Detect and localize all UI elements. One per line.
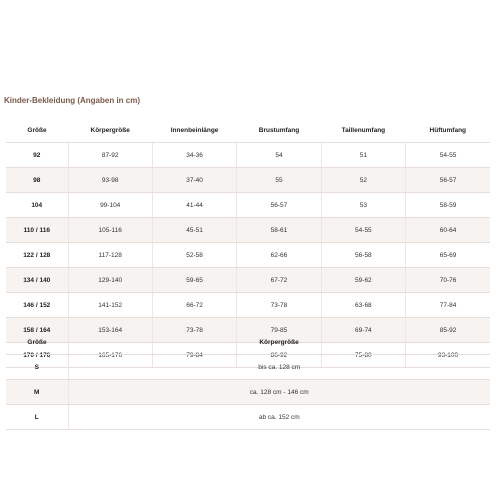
table-cell: 58-61 bbox=[237, 218, 321, 243]
table-cell: 117-128 bbox=[68, 243, 152, 268]
table-cell: 79-85 bbox=[237, 318, 321, 343]
table-row bbox=[6, 168, 490, 193]
table-cell: ab ca. 152 cm bbox=[68, 405, 490, 430]
table-cell: 53 bbox=[321, 193, 405, 218]
header-brustumfang: Brustumfang bbox=[237, 118, 321, 143]
table-cell: 99-104 bbox=[68, 193, 152, 218]
size-cell: 98 bbox=[6, 168, 68, 193]
table-row bbox=[6, 355, 490, 380]
size-cell: 170 / 176 bbox=[6, 343, 68, 368]
table-cell: 54-55 bbox=[406, 143, 490, 168]
table-cell: 77-84 bbox=[406, 293, 490, 318]
table-cell: 55 bbox=[237, 168, 321, 193]
table-cell: 93-98 bbox=[68, 168, 152, 193]
size-cell: 158 / 164 bbox=[6, 318, 68, 343]
table-header-row bbox=[6, 118, 490, 143]
size-cell: 110 / 116 bbox=[6, 218, 68, 243]
table-cell: 62-66 bbox=[237, 243, 321, 268]
table-cell: 85-92 bbox=[406, 318, 490, 343]
header-innenbeinlaenge: Innenbeinlänge bbox=[152, 118, 236, 143]
header-hueftumfang: Hüftumfang bbox=[406, 118, 490, 143]
header-groesse: Größe bbox=[6, 118, 68, 143]
table-cell: 129-140 bbox=[68, 268, 152, 293]
table-cell: 69-74 bbox=[321, 318, 405, 343]
table-cell: 93-100 bbox=[406, 343, 490, 368]
size-cell: M bbox=[6, 380, 68, 405]
table-cell: 60-64 bbox=[406, 218, 490, 243]
table-header-row bbox=[6, 330, 490, 355]
size-cell: 122 / 128 bbox=[6, 243, 68, 268]
table-cell: 70-76 bbox=[406, 268, 490, 293]
table-cell: 87-92 bbox=[68, 143, 152, 168]
table-cell: 65-69 bbox=[406, 243, 490, 268]
table-row bbox=[6, 405, 490, 430]
table-cell: 63-68 bbox=[321, 293, 405, 318]
table-cell: 66-72 bbox=[152, 293, 236, 318]
header-taillenumfang: Taillenumfang bbox=[321, 118, 405, 143]
table-cell: 54-55 bbox=[321, 218, 405, 243]
size-cell: 104 bbox=[6, 193, 68, 218]
table-row bbox=[6, 143, 490, 168]
table-row bbox=[6, 268, 490, 293]
size-cell: 134 / 140 bbox=[6, 268, 68, 293]
table-row bbox=[6, 243, 490, 268]
table-cell: 34-36 bbox=[152, 143, 236, 168]
table-cell: 153-164 bbox=[68, 318, 152, 343]
table-cell: 52 bbox=[321, 168, 405, 193]
table-cell: 41-44 bbox=[152, 193, 236, 218]
table-cell: 58-59 bbox=[406, 193, 490, 218]
table-cell: 73-78 bbox=[237, 293, 321, 318]
table-cell: 79-84 bbox=[152, 343, 236, 368]
table-cell: bis ca. 128 cm bbox=[68, 355, 490, 380]
table-cell: 37-40 bbox=[152, 168, 236, 193]
table-cell: 86-92 bbox=[237, 343, 321, 368]
header-koerpergroesse: Körpergröße bbox=[68, 330, 490, 355]
table-row bbox=[6, 380, 490, 405]
table-cell: 52-58 bbox=[152, 243, 236, 268]
size-cell: 146 / 152 bbox=[6, 293, 68, 318]
header-groesse: Größe bbox=[6, 330, 68, 355]
page-title: Kinder-Bekleidung (Angaben in cm) bbox=[4, 96, 141, 105]
table-cell: 105-116 bbox=[68, 218, 152, 243]
table-cell: 51 bbox=[321, 143, 405, 168]
table-cell: ca. 128 cm - 146 cm bbox=[68, 380, 490, 405]
table-cell: 67-72 bbox=[237, 268, 321, 293]
table-cell: 141-152 bbox=[68, 293, 152, 318]
size-cell: L bbox=[6, 405, 68, 430]
table-cell: 73-78 bbox=[152, 318, 236, 343]
table-row bbox=[6, 218, 490, 243]
table-cell: 56-57 bbox=[237, 193, 321, 218]
table-cell: 59-62 bbox=[321, 268, 405, 293]
table-cell: 56-57 bbox=[406, 168, 490, 193]
table-cell: 165-176 bbox=[68, 343, 152, 368]
table-cell: 75-80 bbox=[321, 343, 405, 368]
table-cell: 59-65 bbox=[152, 268, 236, 293]
table-cell: 45-51 bbox=[152, 218, 236, 243]
header-koerpergroesse: Körpergröße bbox=[68, 118, 152, 143]
table-cell: 54 bbox=[237, 143, 321, 168]
size-cell: 92 bbox=[6, 143, 68, 168]
size-table-sml bbox=[6, 330, 490, 430]
table-row bbox=[6, 193, 490, 218]
size-cell: S bbox=[6, 355, 68, 380]
table-cell: 56-58 bbox=[321, 243, 405, 268]
table-row bbox=[6, 293, 490, 318]
